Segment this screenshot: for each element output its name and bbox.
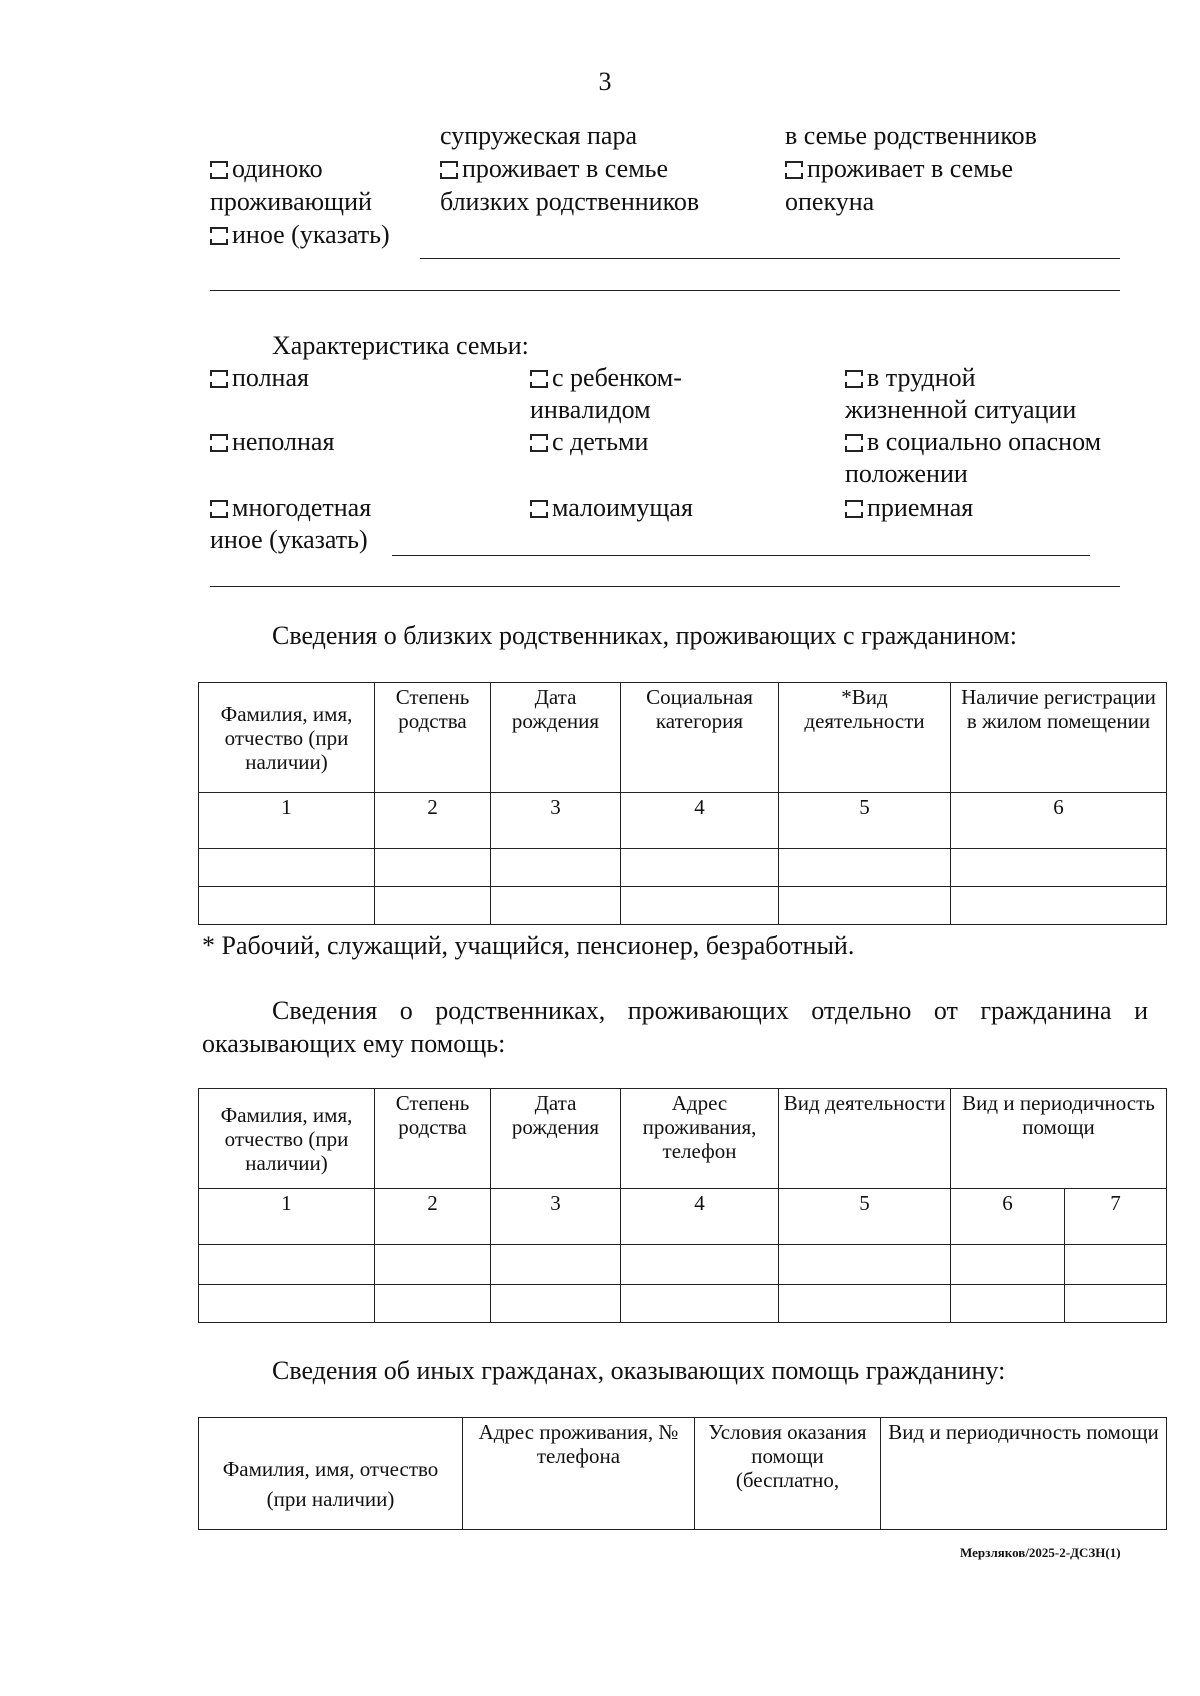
table-cell[interactable] — [621, 1285, 779, 1323]
table-cell[interactable] — [199, 1245, 375, 1285]
checkbox-icon[interactable] — [440, 161, 454, 179]
option-family-social-danger[interactable]: в социально опасном — [845, 426, 1101, 458]
option-guardian[interactable]: проживает в семье — [785, 153, 1013, 185]
table-cell[interactable] — [375, 887, 491, 925]
table-cell[interactable] — [621, 849, 779, 887]
checkbox-icon[interactable] — [785, 161, 799, 179]
column-number-cell: 5 — [779, 793, 951, 849]
option-family-full[interactable]: полная — [210, 362, 309, 394]
table-helping-relatives — [198, 1088, 1167, 1323]
table-cell[interactable] — [779, 1245, 951, 1285]
header-cell: Адрес проживания, телефон — [621, 1089, 779, 1189]
option-family-disabled-child-line2: инвалидом — [530, 395, 651, 424]
column-number-cell: 1 — [199, 793, 375, 849]
fill-line[interactable] — [420, 258, 1120, 259]
fill-line[interactable] — [210, 586, 1120, 587]
table-cell[interactable] — [199, 887, 375, 925]
column-number-cell: 7 — [1065, 1189, 1167, 1245]
checkbox-icon[interactable] — [845, 370, 859, 388]
header-cell — [199, 1418, 463, 1530]
family-other-label: иное (указать) — [210, 525, 368, 554]
page-number: 3 — [598, 67, 612, 96]
header-cell: Условия оказания помощи (бесплатно, — [695, 1418, 881, 1530]
checkbox-icon[interactable] — [210, 434, 224, 452]
table3-title: Сведения об иных гражданах, оказывающих помощь гражданину: — [272, 1356, 1006, 1385]
table-cell[interactable] — [951, 849, 1167, 887]
option-family-hard-situation-line2: жизненной ситуации — [845, 395, 1077, 424]
option-spouse-label: супружеская пара — [440, 121, 638, 150]
table-cell[interactable] — [621, 887, 779, 925]
option-guardian-line2: опекуна — [785, 187, 875, 216]
column-number-cell: 6 — [951, 793, 1167, 849]
column-number-cell: 3 — [491, 793, 621, 849]
column-number-cell: 2 — [375, 793, 491, 849]
table-cell[interactable] — [375, 1285, 491, 1323]
column-number-cell: 2 — [375, 1189, 491, 1245]
header-cell: Фамилия, имя, отчество (при наличии) — [199, 683, 375, 793]
table-cell[interactable] — [779, 849, 951, 887]
table-cell[interactable] — [951, 887, 1167, 925]
header-cell: Степень родства — [375, 683, 491, 793]
header-cell: Дата рождения — [491, 683, 621, 793]
family-heading: Характеристика семьи: — [272, 331, 529, 360]
checkbox-icon[interactable] — [530, 370, 544, 388]
fill-line[interactable] — [392, 555, 1090, 556]
header-cell: Вид деятельности — [779, 1089, 951, 1189]
table-cell[interactable] — [621, 1245, 779, 1285]
table-cell[interactable] — [375, 1245, 491, 1285]
checkbox-icon[interactable] — [530, 500, 544, 518]
option-living-other[interactable]: иное (указать) — [210, 219, 390, 251]
option-family-foster[interactable]: приемная — [845, 492, 973, 524]
table-cell[interactable] — [375, 849, 491, 887]
header-cell: Дата рождения — [491, 1089, 621, 1189]
option-with-close-relatives[interactable]: проживает в семье — [440, 153, 668, 185]
table2-title-line1: Сведения о родственниках, проживающих отдельно от гражданина и — [272, 996, 1148, 1025]
option-family-with-children[interactable]: с детьми — [530, 426, 648, 458]
header-cell: Фамилия, имя, отчество (при наличии) — [199, 1089, 375, 1189]
table-cell[interactable] — [491, 1285, 621, 1323]
table-cell[interactable] — [779, 1285, 951, 1323]
table-cell[interactable] — [1065, 1285, 1167, 1323]
header-cell: *Вид деятельности — [779, 683, 951, 793]
option-relatives-label: в семье родственников — [785, 121, 1037, 150]
table-close-relatives — [198, 682, 1167, 925]
checkbox-icon[interactable] — [845, 434, 859, 452]
document-signature: Мерзляков/2025-2-ДСЗН(1) — [960, 1545, 1121, 1560]
checkbox-icon[interactable] — [530, 434, 544, 452]
option-alone[interactable]: одиноко — [210, 153, 323, 185]
fill-line[interactable] — [210, 290, 1120, 291]
table-cell[interactable] — [199, 1285, 375, 1323]
checkbox-icon[interactable] — [845, 500, 859, 518]
table-cell[interactable] — [491, 849, 621, 887]
header-cell: Адрес проживания, № телефона — [463, 1418, 695, 1530]
option-family-incomplete[interactable]: неполная — [210, 426, 334, 458]
column-number-cell: 1 — [199, 1189, 375, 1245]
table-cell[interactable] — [1065, 1245, 1167, 1285]
option-family-social-danger-line2: положении — [845, 459, 968, 488]
checkbox-icon[interactable] — [210, 227, 224, 245]
column-number-cell: 5 — [779, 1189, 951, 1245]
option-with-close-relatives-line2: близких родственников — [440, 187, 700, 216]
option-alone-line2: проживающий — [210, 187, 372, 216]
table-cell[interactable] — [951, 1245, 1065, 1285]
table1-title: Сведения о близких родственниках, проживающих с гражданином: — [272, 621, 1017, 650]
header-cell: Наличие регистрации в жилом помещении — [951, 683, 1167, 793]
checkbox-icon[interactable] — [210, 500, 224, 518]
checkbox-icon[interactable] — [210, 370, 224, 388]
table-cell[interactable] — [199, 849, 375, 887]
table-cell[interactable] — [779, 887, 951, 925]
column-number-cell: 4 — [621, 1189, 779, 1245]
header-cell: Степень родства — [375, 1089, 491, 1189]
header-cell: Вид и периодичность помощи — [951, 1089, 1167, 1189]
column-number-cell: 3 — [491, 1189, 621, 1245]
option-family-low-income[interactable]: малоимущая — [530, 492, 693, 524]
table2-title-line2: оказывающих ему помощь: — [202, 1029, 506, 1058]
option-family-hard-situation[interactable]: в трудной — [845, 362, 976, 394]
table-other-helpers — [198, 1417, 1167, 1530]
option-family-large[interactable]: многодетная — [210, 492, 371, 524]
header-cell-name-note: (при наличии) — [266, 1486, 395, 1511]
header-cell: Социальная категория — [621, 683, 779, 793]
column-number-cell: 4 — [621, 793, 779, 849]
header-cell: Вид и периодичность помощи — [881, 1418, 1167, 1530]
column-number-cell: 6 — [951, 1189, 1065, 1245]
table-cell[interactable] — [491, 1245, 621, 1285]
table-cell[interactable] — [951, 1285, 1065, 1323]
header-cell-name: Фамилия, имя, отчество — [222, 1456, 439, 1481]
table-cell[interactable] — [491, 887, 621, 925]
checkbox-icon[interactable] — [210, 161, 224, 179]
table1-footnote: * Рабочий, служащий, учащийся, пенсионер, безработный. — [202, 931, 855, 960]
option-family-disabled-child[interactable]: с ребенком- — [530, 362, 682, 394]
